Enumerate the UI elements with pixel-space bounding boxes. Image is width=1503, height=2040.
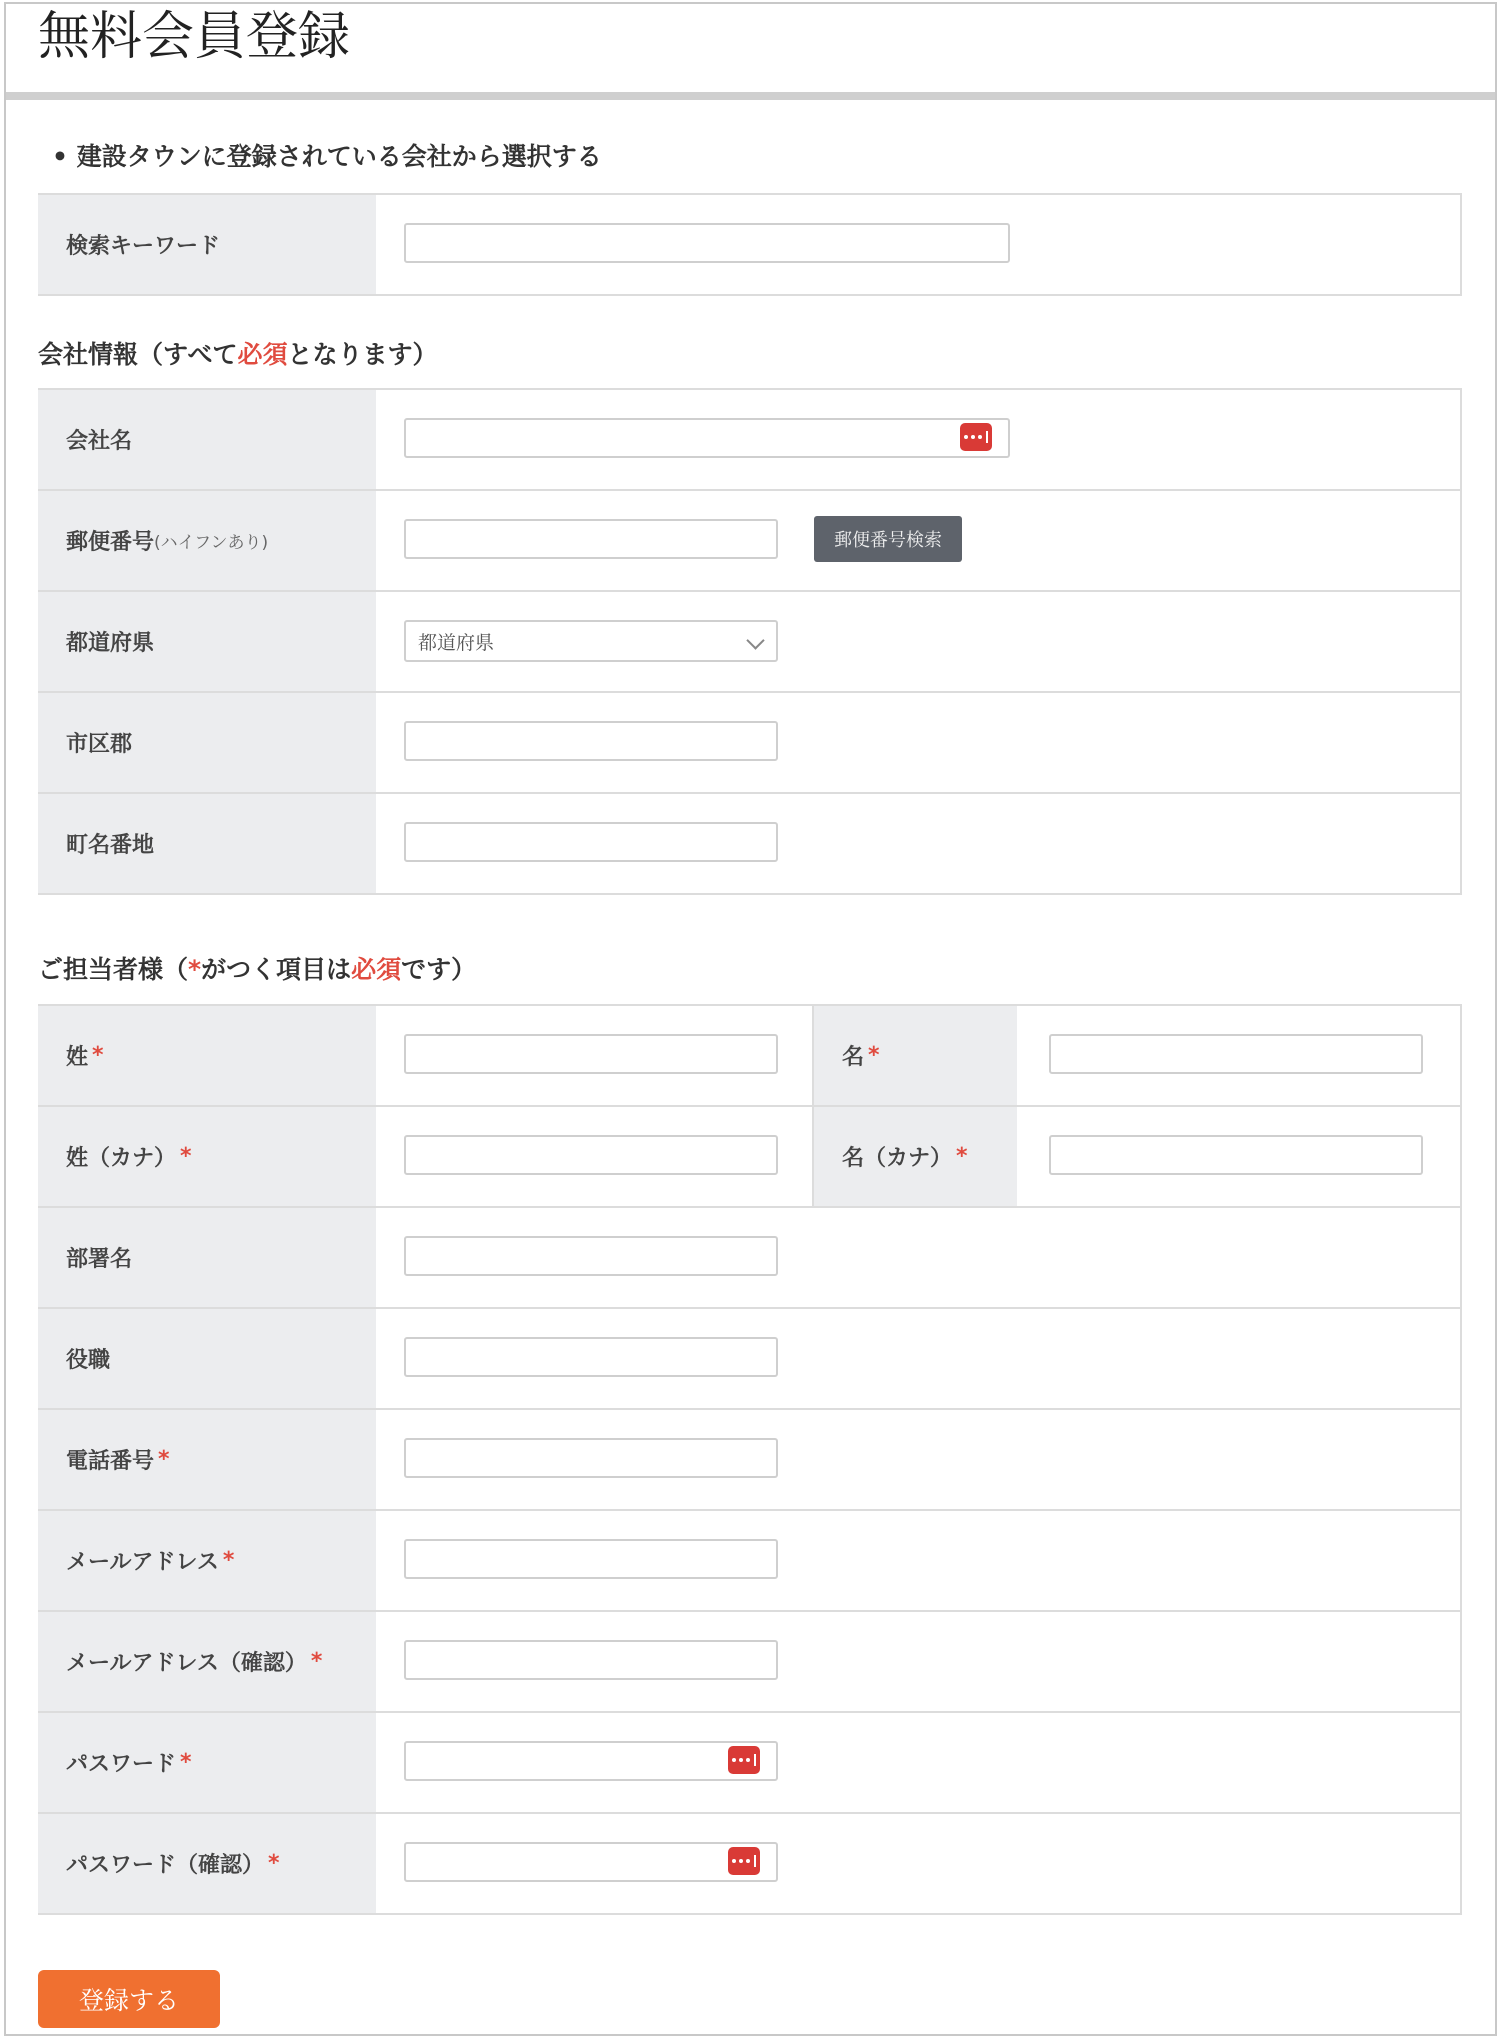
required-asterisk: * [158,1447,170,1472]
required-asterisk: * [268,1851,280,1876]
password-manager-icon[interactable] [960,423,992,451]
last-kana-input[interactable] [404,1135,778,1175]
keyword-label: 検索キーワード [38,195,376,294]
company-info-heading-suffix: となります） [287,340,438,369]
city-label: 市区郡 [38,693,376,792]
department-input[interactable] [404,1236,778,1276]
required-asterisk: * [310,1649,323,1674]
last-kana-label [38,1107,376,1206]
company-search-heading-text: 建設タウンに登録されている会社から選択する [76,142,602,171]
prefecture-select[interactable] [404,620,778,662]
contact-heading-mid: がつく項目は [201,955,352,984]
contact-heading [38,950,476,986]
position-label: 役職 [38,1309,376,1408]
phone-row [38,1410,1462,1511]
required-asterisk: * [868,1043,880,1068]
required-asterisk: * [956,1144,968,1169]
password-confirm-input[interactable] [404,1842,778,1882]
prefecture-row [38,592,1462,693]
first-name-input[interactable] [1049,1034,1423,1074]
contact-required-text: 必須 [351,955,402,984]
company-name-field-wrap [404,418,1010,458]
position-input[interactable] [404,1337,778,1377]
postal-code-input[interactable] [404,519,778,559]
first-kana-label-text: 名（カナ） [842,1146,953,1171]
first-name-label [812,1006,1017,1105]
bullet-marker: • [52,142,77,171]
company-name-label: 会社名 [38,390,376,489]
first-name-label-text: 名 [842,1045,865,1070]
address-row [38,794,1462,895]
postal-search-button[interactable]: 郵便番号検索 [814,516,962,562]
company-info-heading [38,335,438,371]
email-confirm-input[interactable] [404,1640,778,1680]
company-info-heading-prefix: 会社情報（すべて [38,340,238,369]
postal-code-note: (ハイフンあり) [154,533,269,553]
page-title: 無料会員登録 [38,7,351,67]
phone-label [38,1410,376,1509]
contact-heading-asterisk: * [188,955,202,984]
email-row [38,1511,1462,1612]
contact-table [38,1004,1462,1915]
name-row [38,1006,1462,1107]
keyword-search-table [38,193,1462,296]
contact-heading-suffix: です） [401,955,477,984]
register-button[interactable]: 登録する [38,1970,220,2028]
chevron-down-icon [746,631,764,649]
first-kana-label [812,1107,1017,1206]
prefecture-selected-value: 都道府県 [418,631,495,654]
last-name-label-text: 姓 [66,1045,89,1070]
password-label [38,1713,376,1812]
city-input[interactable] [404,721,778,761]
email-label-text: メールアドレス [66,1550,219,1575]
password-confirm-label [38,1814,376,1913]
last-name-label [38,1006,376,1105]
city-row [38,693,1462,794]
title-divider [6,92,1495,100]
password-label-text: パスワード [66,1752,177,1777]
postal-code-label [38,491,376,590]
phone-input[interactable] [404,1438,778,1478]
password-confirm-field-wrap [404,1842,778,1882]
registration-page [4,2,1497,2036]
company-info-table [38,388,1462,895]
required-asterisk: * [222,1548,235,1573]
email-input[interactable] [404,1539,778,1579]
contact-heading-prefix: ご担当者様（ [38,955,189,984]
company-name-row [38,390,1462,491]
email-confirm-label-text: メールアドレス（確認） [66,1651,307,1676]
email-confirm-row [38,1612,1462,1713]
keyword-input[interactable] [404,223,1010,263]
password-manager-icon[interactable] [728,1847,760,1875]
password-input[interactable] [404,1741,778,1781]
company-info-required-text: 必須 [237,340,288,369]
email-confirm-label [38,1612,376,1711]
password-confirm-label-text: パスワード（確認） [66,1853,265,1878]
position-row [38,1309,1462,1410]
first-kana-input[interactable] [1049,1135,1423,1175]
password-confirm-row [38,1814,1462,1915]
keyword-row [38,195,1462,296]
postal-code-row [38,491,1462,592]
prefecture-label: 都道府県 [38,592,376,691]
address-label: 町名番地 [38,794,376,893]
address-input[interactable] [404,822,778,862]
email-label [38,1511,376,1610]
postal-code-label-text: 郵便番号 [66,530,155,555]
department-row [38,1208,1462,1309]
required-asterisk: * [92,1043,104,1068]
kana-row [38,1107,1462,1208]
password-manager-icon[interactable] [728,1746,760,1774]
last-kana-label-text: 姓（カナ） [66,1146,177,1171]
required-asterisk: * [180,1750,192,1775]
company-search-heading [52,137,602,173]
phone-label-text: 電話番号 [66,1449,155,1474]
password-field-wrap [404,1741,778,1781]
last-name-input[interactable] [404,1034,778,1074]
company-name-input[interactable] [404,418,1010,458]
password-row [38,1713,1462,1814]
department-label: 部署名 [38,1208,376,1307]
required-asterisk: * [180,1144,192,1169]
